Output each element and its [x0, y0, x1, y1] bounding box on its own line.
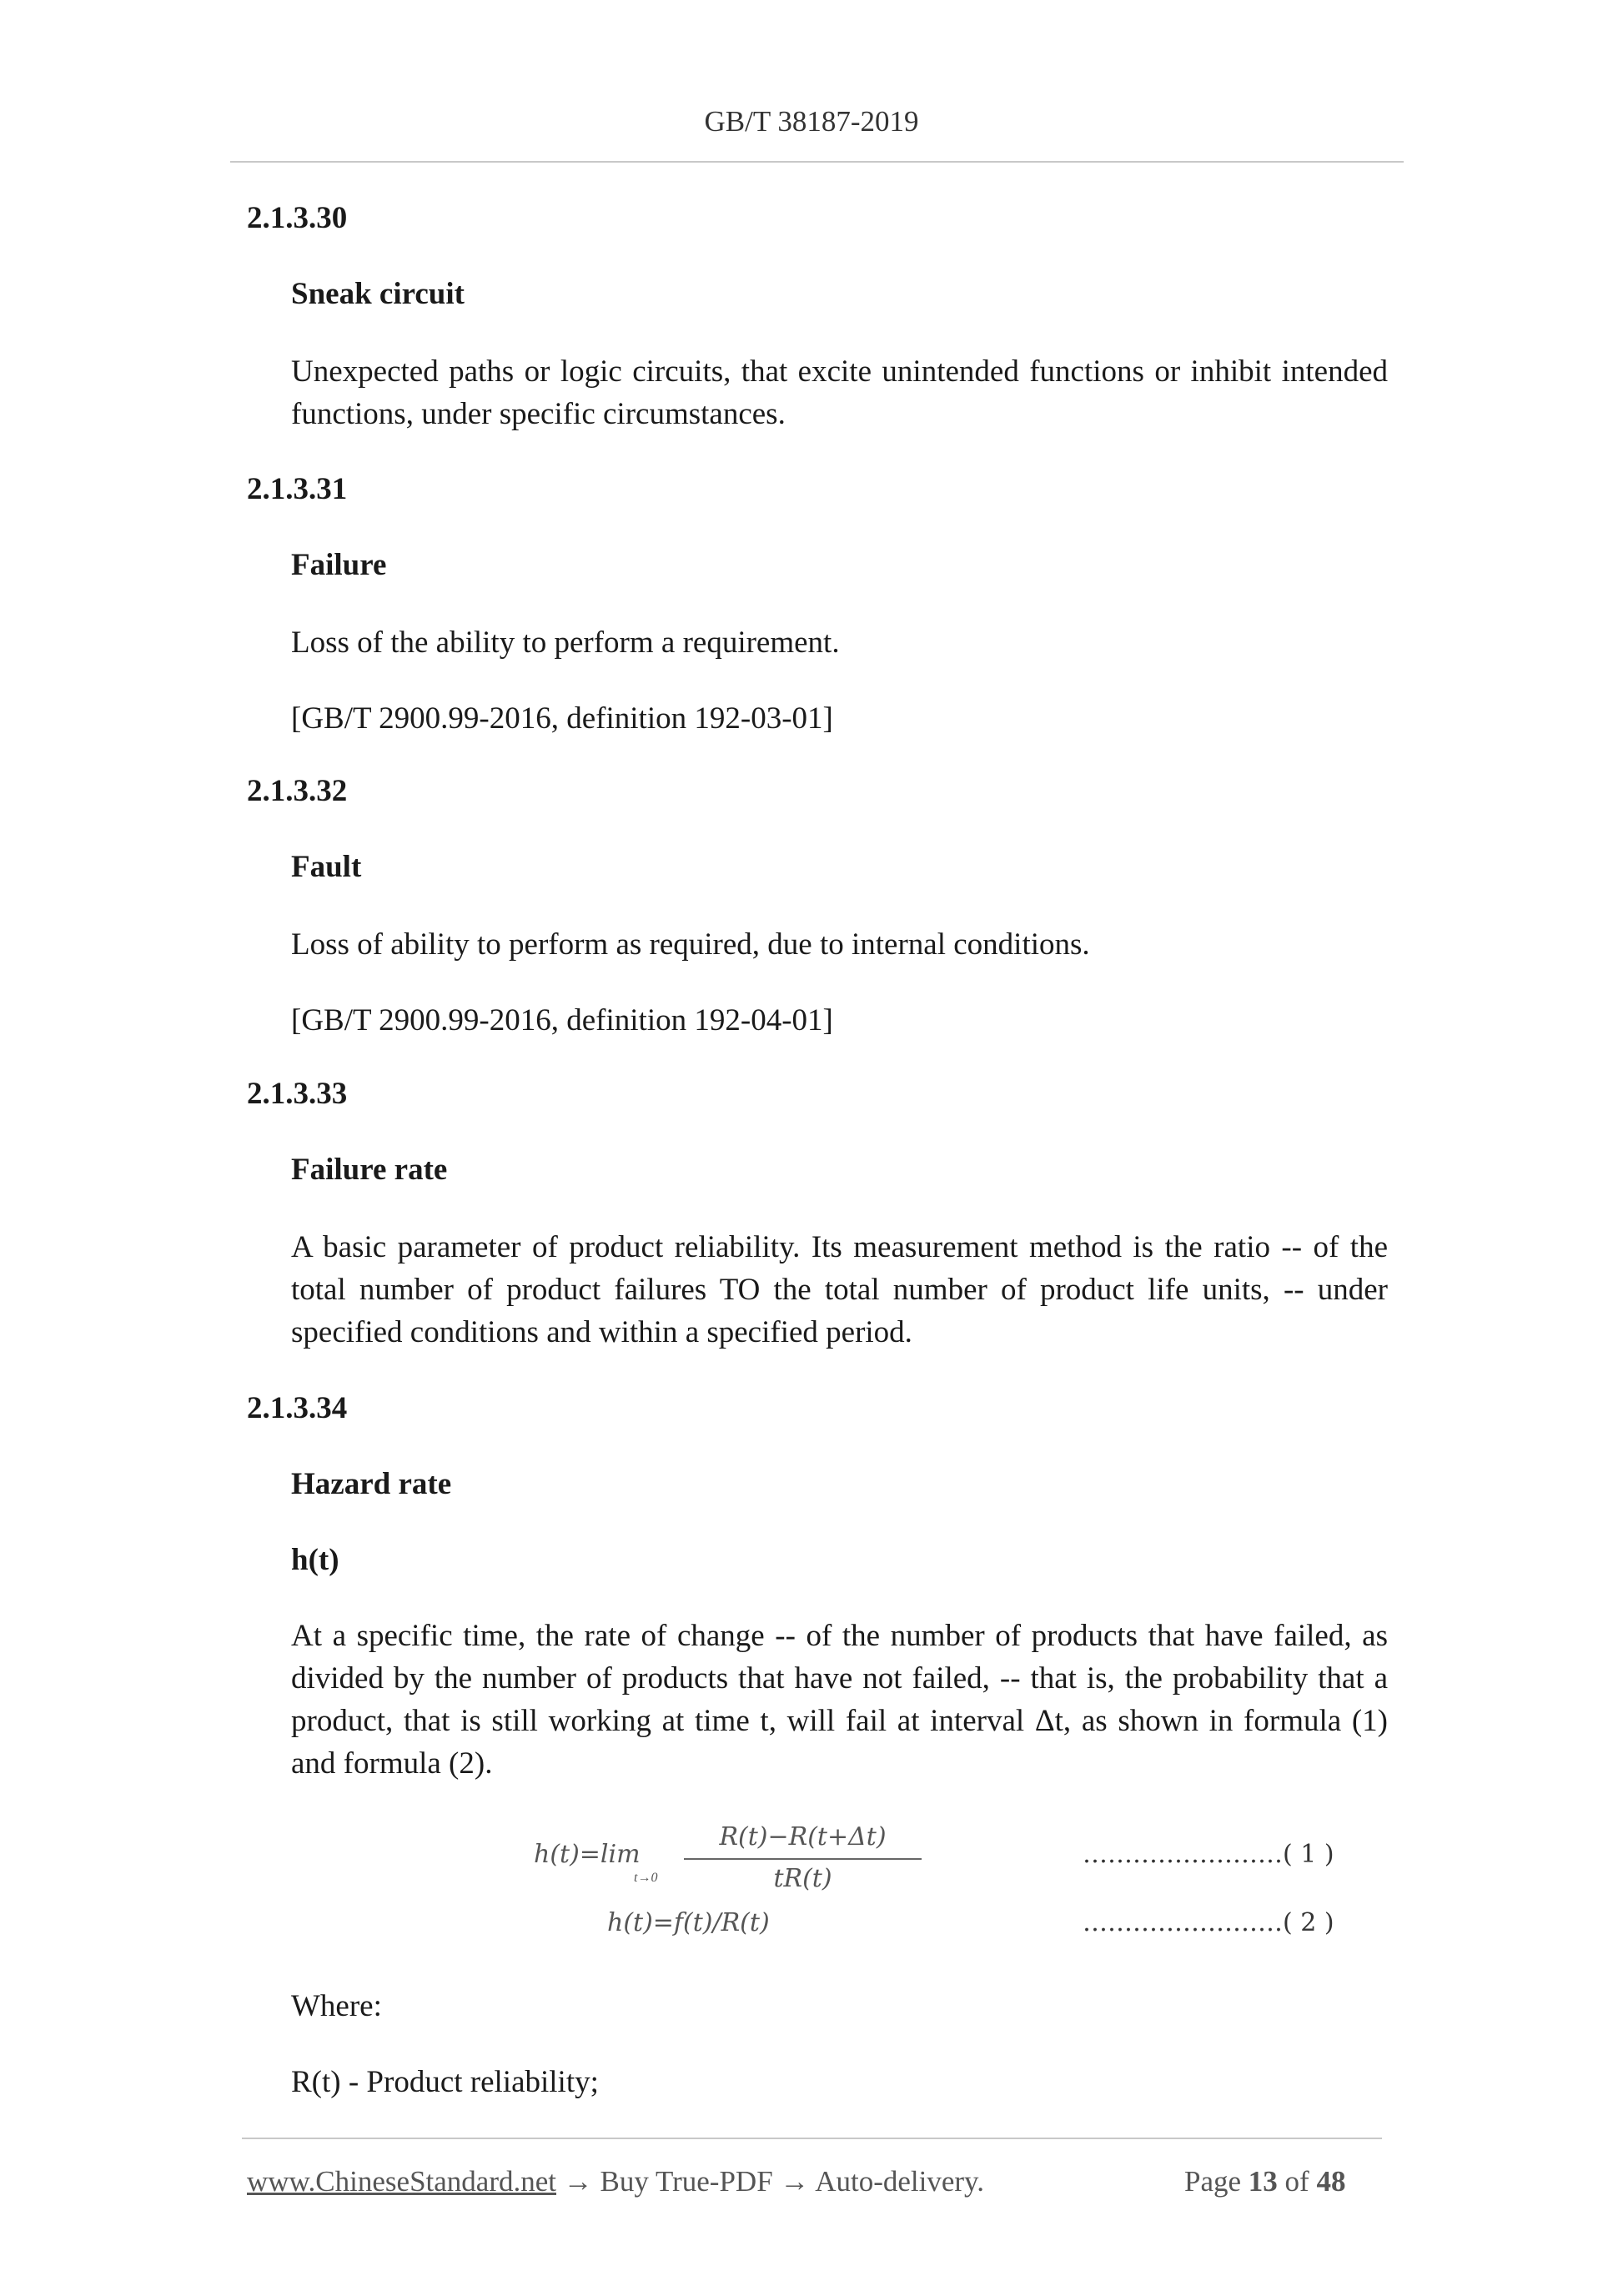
definition: At a specific time, the rate of change -- of the number of products that have failed, as divided by the number of products that have not failed, -- that is, the probability that a product, that is still working at time t, will fail at interval Δt, as shown in formula (1) and formula (2). — [291, 1619, 1388, 1781]
clause-number: 2.1.3.34 — [247, 1391, 348, 1425]
fraction-bar — [684, 1858, 922, 1860]
definition: Loss of the ability to perform a requirement. — [291, 625, 840, 660]
definition: Unexpected paths or logic circuits, that excite unintended functions or inhibit intended functions, under specific circumstances. — [291, 354, 1388, 431]
clause-number: 2.1.3.31 — [247, 472, 348, 506]
where-item: R(t) - Product reliability; — [291, 2065, 599, 2099]
page-prefix: Page — [1184, 2165, 1242, 2198]
page-indicator — [1184, 2165, 1345, 2198]
source-reference: [GB/T 2900.99-2016, definition 192-04-01] — [291, 1003, 833, 1037]
footer-promo — [247, 2165, 984, 2198]
term-title: Failure — [291, 548, 387, 582]
term-symbol: h(t) — [291, 1543, 339, 1577]
formula-2: h(t)=f(t)/R(t) — [607, 1908, 770, 1937]
formula-1-denominator: tR(t) — [773, 1864, 832, 1893]
clause-number: 2.1.3.33 — [247, 1077, 348, 1111]
term-title: Fault — [291, 850, 362, 884]
formula-1-lhs: h(t)=lim — [534, 1840, 641, 1869]
page-current: 13 — [1248, 2165, 1278, 2198]
clause-number: 2.1.3.32 — [247, 774, 348, 808]
formula-2-number: ……………………( 2 ) — [1083, 1908, 1334, 1937]
formula-1-numerator: R(t)−R(t+Δt) — [719, 1822, 887, 1851]
term-title: Sneak circuit — [291, 277, 465, 311]
where-label: Where: — [291, 1989, 382, 2023]
source-reference: [GB/T 2900.99-2016, definition 192-03-01] — [291, 701, 833, 736]
footer-divider — [242, 2138, 1382, 2139]
formula-1-limit-subscript: t→0 — [634, 1871, 658, 1885]
page-total: 48 — [1316, 2165, 1346, 2198]
definition: A basic parameter of product reliability. Its measurement method is the ratio -- of the total number of product failures TO the total number of product life units, -- under specified conditions and within a specified period. — [291, 1230, 1388, 1349]
page-of: of — [1284, 2165, 1309, 2198]
header-doc-id: GB/T 38187-2019 — [704, 105, 919, 138]
term-title: Failure rate — [291, 1153, 448, 1187]
clause-number: 2.1.3.30 — [247, 201, 348, 235]
formula-1-number: ……………………( 1 ) — [1083, 1840, 1334, 1869]
promo-text: → Buy True-PDF → Auto-delivery. — [556, 2165, 985, 2198]
term-title: Hazard rate — [291, 1467, 452, 1501]
definition: Loss of ability to perform as required, due to internal conditions. — [291, 927, 1090, 962]
site-link[interactable]: www.ChineseStandard.net — [247, 2165, 556, 2198]
header-divider — [230, 161, 1404, 163]
